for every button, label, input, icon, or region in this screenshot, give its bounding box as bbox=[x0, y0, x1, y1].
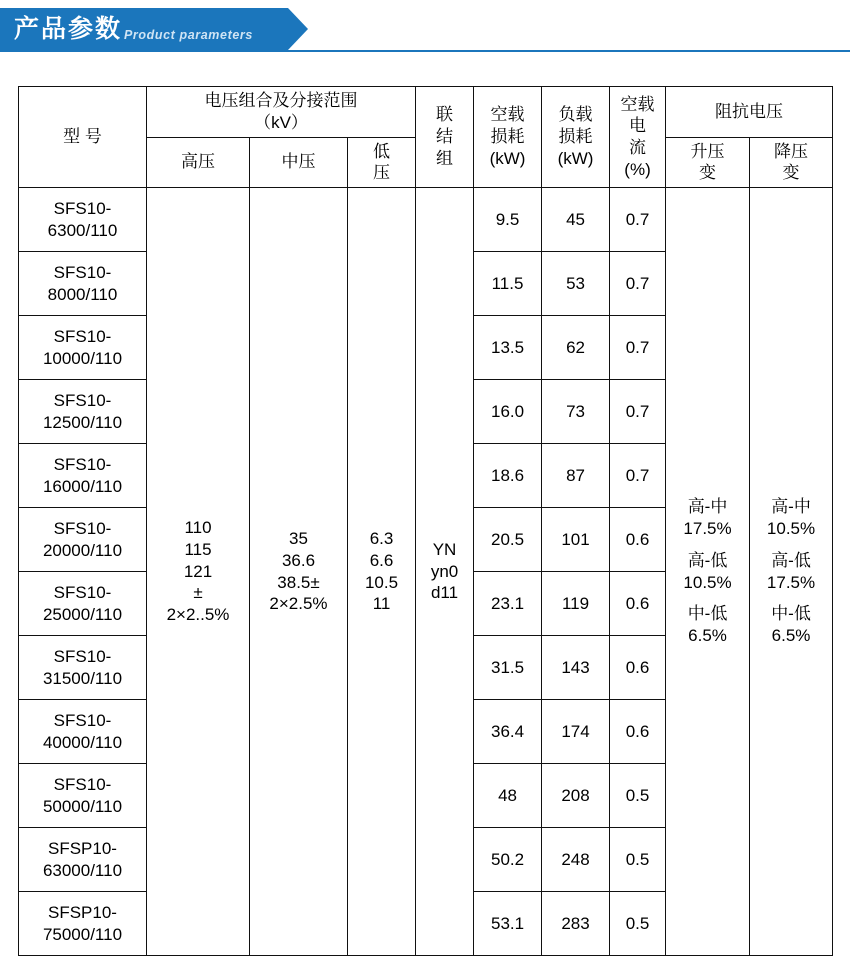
cell-model bbox=[19, 636, 147, 700]
cell-no-load-loss: 50.2 bbox=[474, 828, 542, 892]
cell-load-loss: 174 bbox=[542, 700, 610, 764]
cell-no-load-loss: 9.5 bbox=[474, 188, 542, 252]
cell-no-load-current: 0.5 bbox=[610, 764, 666, 828]
cell-no-load-current: 0.7 bbox=[610, 252, 666, 316]
cell-model bbox=[19, 572, 147, 636]
banner-underline bbox=[0, 50, 850, 52]
mv-line-1: 35 bbox=[289, 529, 308, 548]
model-line1: SFS10- bbox=[53, 646, 112, 666]
model-line1: SFS10- bbox=[53, 774, 112, 794]
stepdown-line-6: 6.5% bbox=[771, 626, 811, 645]
cell-no-load-loss: 16.0 bbox=[474, 380, 542, 444]
cell-connection-merged bbox=[416, 188, 474, 956]
cell-no-load-current: 0.7 bbox=[610, 316, 666, 380]
cell-hv-merged bbox=[147, 188, 250, 956]
stepup-line-5: 中-低 bbox=[687, 604, 728, 624]
cell-model bbox=[19, 316, 147, 380]
header-impedance: 阻抗电压 bbox=[666, 87, 833, 138]
cell-lv-merged bbox=[348, 188, 416, 956]
cell-mv-merged bbox=[250, 188, 348, 956]
hv-line-3: 121 bbox=[183, 561, 213, 581]
header-lv: 低 压 bbox=[348, 137, 416, 188]
model-line2: 75000/110 bbox=[42, 924, 123, 944]
lv-line-4: 11 bbox=[372, 594, 391, 614]
stepup-line-2: 17.5% bbox=[683, 519, 732, 538]
model-line1: SFS10- bbox=[53, 326, 112, 346]
model-line2: 50000/110 bbox=[42, 796, 123, 816]
stepup-line-6: 6.5% bbox=[688, 626, 727, 645]
model-line1: SFS10- bbox=[53, 710, 112, 730]
header-step-down: 降压 变 bbox=[750, 137, 833, 188]
model-line2: 16000/110 bbox=[42, 476, 123, 496]
hv-line-4: ± bbox=[193, 583, 203, 603]
page-banner bbox=[0, 0, 850, 62]
stepup-line-4: 10.5% bbox=[683, 572, 732, 592]
cell-no-load-loss: 23.1 bbox=[474, 572, 542, 636]
cell-no-load-current: 0.7 bbox=[610, 380, 666, 444]
cell-no-load-loss: 31.5 bbox=[474, 636, 542, 700]
cell-no-load-loss: 11.5 bbox=[474, 252, 542, 316]
header-step-up: 升压 变 bbox=[666, 137, 750, 188]
table-body bbox=[19, 188, 833, 956]
cell-no-load-current: 0.6 bbox=[610, 636, 666, 700]
cell-model bbox=[19, 700, 147, 764]
cell-no-load-current: 0.6 bbox=[610, 572, 666, 636]
stepdown-line-1: 高-中 bbox=[771, 497, 811, 517]
model-line1: SFS10- bbox=[53, 262, 112, 282]
cell-model bbox=[19, 380, 147, 444]
cell-load-loss: 62 bbox=[542, 316, 610, 380]
hv-line-1: 110 bbox=[184, 518, 212, 538]
stepdown-gap-2 bbox=[752, 593, 830, 603]
stepdown-line-5: 中-低 bbox=[771, 604, 811, 624]
header-voltage-group-line1: 电压组合及分接范围 bbox=[204, 91, 358, 110]
stepup-gap-2 bbox=[668, 593, 747, 603]
spec-table-container bbox=[0, 62, 850, 956]
mv-line-4: 2×2.5% bbox=[269, 594, 328, 614]
cell-no-load-current: 0.6 bbox=[610, 700, 666, 764]
header-connection: 联 结 组 bbox=[416, 87, 474, 188]
header-load-loss: 负载 损耗 (kW) bbox=[542, 87, 610, 188]
lv-line-1: 6.3 bbox=[369, 529, 394, 548]
cell-model bbox=[19, 764, 147, 828]
cell-model bbox=[19, 828, 147, 892]
model-line2: 12500/110 bbox=[42, 412, 123, 432]
banner-title-en: Product parameters bbox=[124, 28, 253, 42]
cell-no-load-loss: 18.6 bbox=[474, 444, 542, 508]
cell-load-loss: 53 bbox=[542, 252, 610, 316]
header-hv: 高压 bbox=[147, 137, 250, 188]
model-line2: 31500/110 bbox=[42, 668, 123, 688]
cell-model bbox=[19, 252, 147, 316]
model-line1: SFS10- bbox=[53, 390, 112, 410]
mv-line-3: 38.5± bbox=[277, 572, 320, 592]
cell-load-loss: 45 bbox=[542, 188, 610, 252]
header-no-load-current: 空载 电 流 (%) bbox=[610, 87, 666, 188]
model-line2: 6300/110 bbox=[47, 220, 118, 240]
header-row-1 bbox=[19, 87, 833, 138]
hv-line-5: 2×2..5% bbox=[166, 605, 230, 625]
table-header bbox=[19, 87, 833, 188]
table-row bbox=[19, 188, 833, 252]
cell-step-up-merged bbox=[666, 188, 750, 956]
cell-no-load-current: 0.7 bbox=[610, 444, 666, 508]
cell-no-load-current: 0.7 bbox=[610, 188, 666, 252]
conn-line-1: YN bbox=[432, 539, 457, 559]
header-no-load-loss: 空载 损耗 (kW) bbox=[474, 87, 542, 188]
cell-no-load-loss: 53.1 bbox=[474, 892, 542, 956]
model-line1: SFS10- bbox=[53, 454, 112, 474]
cell-load-loss: 248 bbox=[542, 828, 610, 892]
model-line1: SFSP10- bbox=[48, 838, 117, 858]
model-line1: SFS10- bbox=[53, 582, 112, 602]
cell-no-load-loss: 20.5 bbox=[474, 508, 542, 572]
mv-line-2: 36.6 bbox=[281, 550, 316, 570]
stepdown-line-3: 高-低 bbox=[771, 550, 811, 570]
stepdown-gap-1 bbox=[752, 540, 830, 550]
cell-no-load-current: 0.5 bbox=[610, 892, 666, 956]
cell-model bbox=[19, 892, 147, 956]
cell-no-load-loss: 36.4 bbox=[474, 700, 542, 764]
model-line2: 10000/110 bbox=[42, 348, 123, 368]
model-line2: 20000/110 bbox=[42, 540, 123, 560]
model-line1: SFSP10- bbox=[48, 902, 117, 922]
header-mv: 中压 bbox=[250, 137, 348, 188]
conn-line-3: d11 bbox=[430, 583, 459, 603]
stepup-gap-1 bbox=[668, 540, 747, 550]
cell-model bbox=[19, 444, 147, 508]
model-line2: 63000/110 bbox=[42, 860, 123, 880]
hv-line-2: 115 bbox=[184, 539, 212, 559]
cell-load-loss: 143 bbox=[542, 636, 610, 700]
lv-line-2: 6.6 bbox=[369, 550, 394, 570]
header-voltage-group bbox=[147, 87, 416, 138]
model-line2: 8000/110 bbox=[47, 284, 118, 304]
banner-title-cn: 产品参数 bbox=[14, 15, 123, 43]
cell-load-loss: 208 bbox=[542, 764, 610, 828]
specification-table bbox=[18, 86, 833, 956]
cell-load-loss: 73 bbox=[542, 380, 610, 444]
cell-no-load-loss: 48 bbox=[474, 764, 542, 828]
stepdown-line-2: 10.5% bbox=[766, 519, 816, 538]
cell-no-load-current: 0.6 bbox=[610, 508, 666, 572]
conn-line-2: yn0 bbox=[430, 561, 459, 581]
stepdown-line-4: 17.5% bbox=[766, 572, 816, 592]
header-model: 型 号 bbox=[19, 87, 147, 188]
cell-model bbox=[19, 188, 147, 252]
header-voltage-group-line2: （kV） bbox=[254, 112, 308, 132]
cell-step-down-merged bbox=[750, 188, 833, 956]
model-line1: SFS10- bbox=[53, 198, 112, 218]
cell-load-loss: 101 bbox=[542, 508, 610, 572]
cell-no-load-current: 0.5 bbox=[610, 828, 666, 892]
stepup-line-3: 高-低 bbox=[687, 550, 728, 570]
cell-model bbox=[19, 508, 147, 572]
model-line1: SFS10- bbox=[53, 518, 112, 538]
stepup-line-1: 高-中 bbox=[687, 497, 728, 517]
cell-load-loss: 119 bbox=[542, 572, 610, 636]
model-line2: 40000/110 bbox=[42, 732, 123, 752]
lv-line-3: 10.5 bbox=[364, 572, 399, 592]
cell-no-load-loss: 13.5 bbox=[474, 316, 542, 380]
cell-load-loss: 87 bbox=[542, 444, 610, 508]
model-line2: 25000/110 bbox=[42, 604, 123, 624]
cell-load-loss: 283 bbox=[542, 892, 610, 956]
